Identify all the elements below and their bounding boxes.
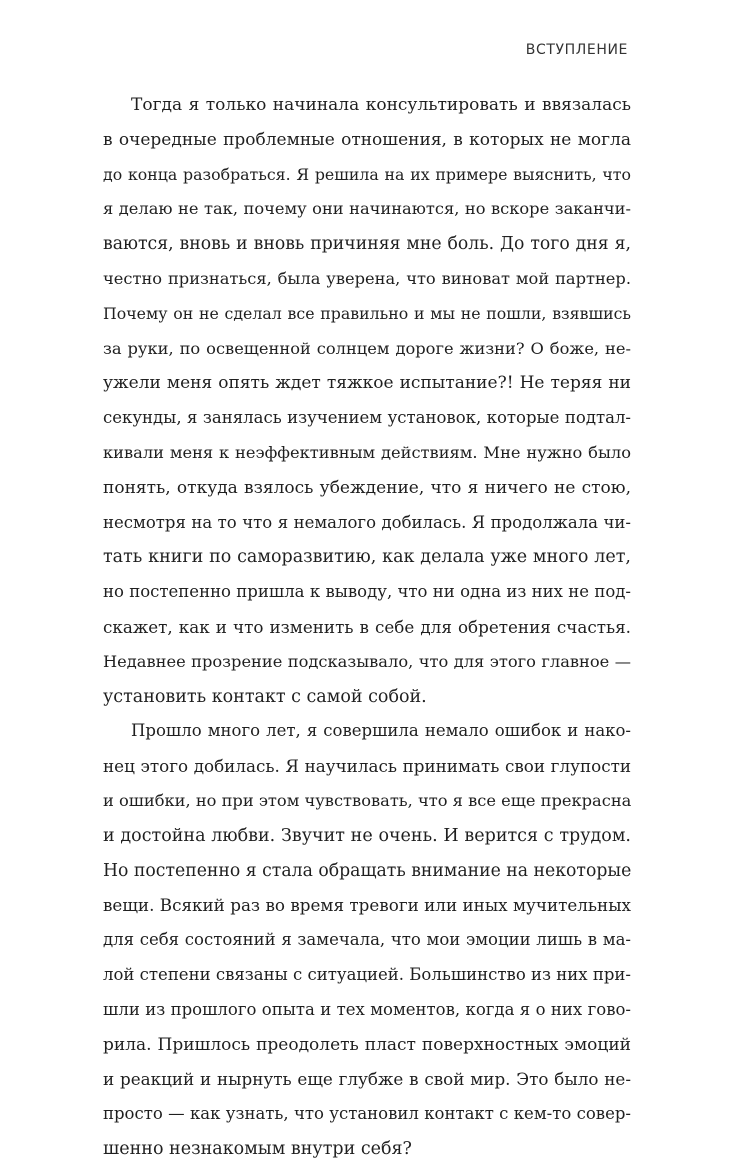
paragraph-2-line: шли из прошлого опыта и тех моментов, когда я о них гово-	[103, 999, 631, 1019]
paragraph-2-line: Но постепенно я стала обращать внимание на некоторые	[103, 860, 631, 881]
paragraph-1-line: честно признаться, была уверена, что виноват мой партнер.	[103, 268, 631, 288]
paragraph-1-line: ваются, вновь и вновь причиняя мне боль. До того дня я,	[103, 234, 631, 255]
paragraph-1-line: Почему он не сделал все правильно и мы не пошли, взявшись	[103, 303, 631, 323]
paragraph-2-line: лой степени связаны с ситуацией. Большинство из них при-	[103, 964, 631, 984]
paragraph-2-line: рила. Пришлось преодолеть пласт поверхностных эмоций	[103, 1034, 631, 1055]
paragraph-2-line: и достойна любви. Звучит не очень. И верится с трудом.	[103, 825, 631, 846]
paragraph-1-line: в очередные проблемные отношения, в которых не могла	[103, 129, 631, 150]
paragraph-1-line: тать книги по саморазвитию, как делала уже много лет,	[103, 547, 631, 568]
paragraph-2-line: и реакций и нырнуть еще глубже в свой мир. Это было не-	[103, 1069, 631, 1090]
paragraph-2-line: шенно незнакомым внутри себя?	[103, 1138, 412, 1159]
paragraph-2-line: Прошло много лет, я совершила немало ошибок и нако-	[131, 721, 631, 741]
paragraph-1-line: несмотря на то что я немалого добилась. Я продолжала чи-	[103, 512, 631, 532]
paragraph-1-line: я делаю не так, почему они начинаются, но вскоре заканчи-	[103, 199, 631, 219]
paragraph-1-line: Недавнее прозрение подсказывало, что для этого главное —	[103, 651, 631, 671]
paragraph-2-line: просто — как узнать, что установил контакт с кем-то совер-	[103, 1104, 631, 1124]
paragraph-1-line: ужели меня опять ждет тяжкое испытание?! Не теряя ни	[103, 373, 631, 394]
paragraph-2-line: и ошибки, но при этом чувствовать, что я все еще прекрасна	[103, 790, 631, 810]
paragraph-1-line: скажет, как и что изменить в себе для обретения счастья.	[103, 616, 631, 637]
paragraph-1-line: установить контакт с самой собой.	[103, 686, 427, 707]
paragraph-1-line: понять, откуда взялось убеждение, что я ничего не стою,	[103, 477, 631, 498]
paragraph-1-line: но постепенно пришла к выводу, что ни одна из них не под-	[103, 582, 631, 602]
paragraph-1-line: секунды, я занялась изучением установок, которые подтал-	[103, 408, 631, 428]
paragraph-2-line: вещи. Всякий раз во время тревоги или иных мучительных	[103, 895, 631, 916]
paragraph-1-line: до конца разобраться. Я решила на их примере выяснить, что	[103, 164, 631, 184]
paragraph-2-line: для себя состояний я замечала, что мои эмоции лишь в ма-	[103, 930, 631, 950]
paragraph-2-line: нец этого добилась. Я научилась принимать свои глупости	[103, 756, 631, 777]
paragraph-1-line: кивали меня к неэффективным действиям. Мне нужно было	[103, 442, 631, 462]
paragraph-1-line: Тогда я только начинала консультировать и ввязалась	[131, 95, 631, 115]
running-head: ВСТУПЛЕНИЕ	[525, 42, 628, 58]
paragraph-1-line: за руки, по освещенной солнцем дороге жизни? О боже, не-	[103, 338, 631, 358]
body-text	[103, 88, 631, 1167]
